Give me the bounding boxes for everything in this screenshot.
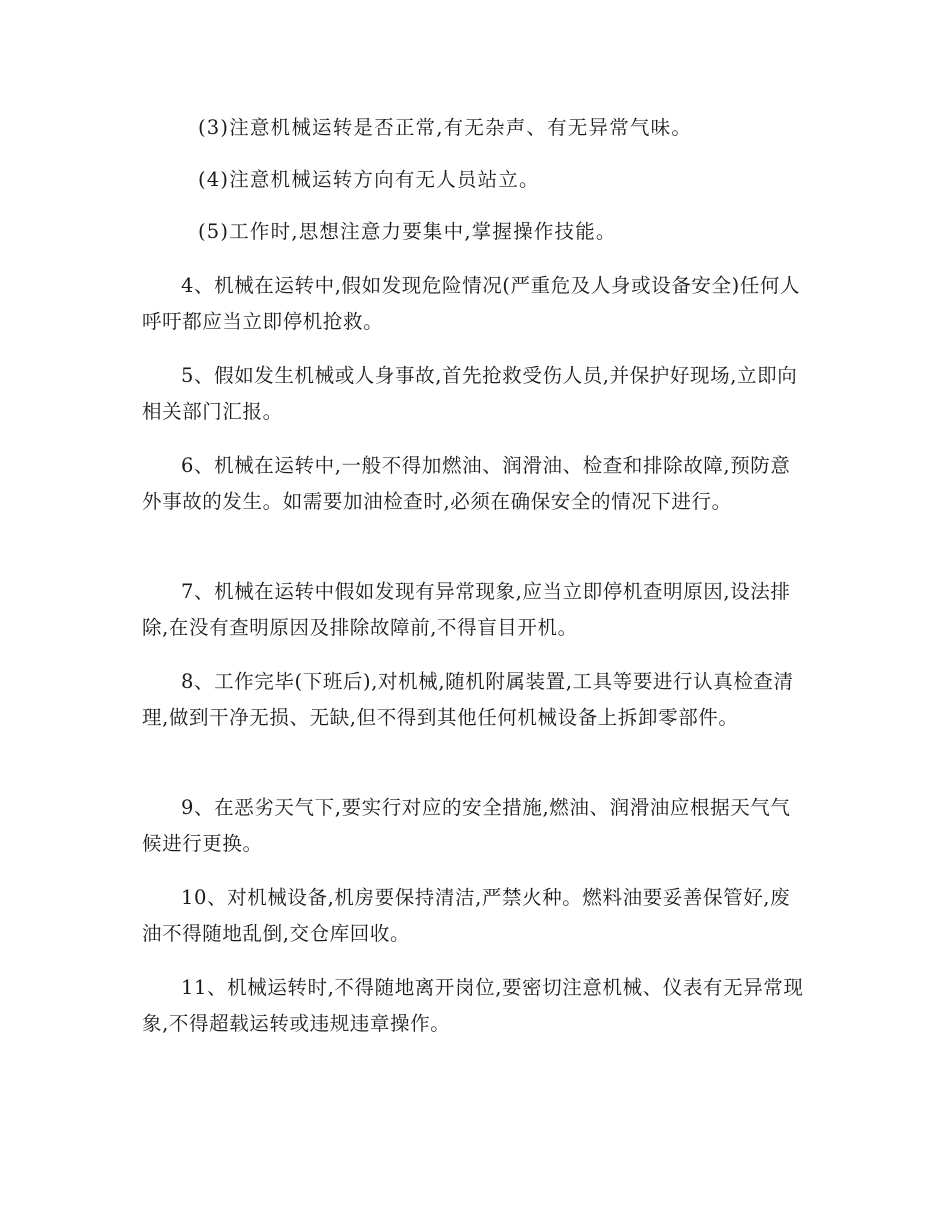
paragraph-item-3: (3)注意机械运转是否正常,有无杂声、有无异常气味。 [198, 116, 693, 139]
paragraph-rule-4: 4、机械在运转中,假如发现危险情况(严重危及人身或设备安全)任何人呼吁都应当立即停机抢救。 [142, 274, 801, 333]
paragraph-rule-10: 10、对机械设备,机房要保持清洁,严禁火种。燃料油要妥善保管好,废油不得随地乱倒,交仓库回收。 [142, 886, 791, 945]
paragraph-rule-11: 11、机械运转时,不得随地离开岗位,要密切注意机械、仪表有无异常现象,不得超载运转或违规违章操作。 [142, 976, 804, 1035]
paragraph-rule-6: 6、机械在运转中,一般不得加燃油、润滑油、检查和排除故障,预防意外事故的发生。如需要加油检查时,必须在确保安全的情况下进行。 [142, 454, 791, 513]
paragraph-item-4: (4)注意机械运转方向有无人员站立。 [198, 168, 540, 191]
paragraph-rule-7: 7、机械在运转中假如发现有异常现象,应当立即停机查明原因,设法排除,在没有查明原因及排除故障前,不得盲目开机。 [142, 580, 791, 639]
paragraph-rule-5: 5、假如发生机械或人身事故,首先抢救受伤人员,并保护好现场,立即向相关部门汇报。 [142, 364, 798, 423]
paragraph-item-5: (5)工作时,思想注意力要集中,掌握操作技能。 [198, 220, 617, 243]
paragraph-rule-8: 8、工作完毕(下班后),对机械,随机附属装置,工具等要进行认真检查清理,做到干净无损、无缺,但不得到其他任何机械设备上拆卸零部件。 [142, 670, 794, 729]
paragraph-rule-9: 9、在恶劣天气下,要实行对应的安全措施,燃油、润滑油应根据天气气候进行更换。 [142, 796, 791, 855]
